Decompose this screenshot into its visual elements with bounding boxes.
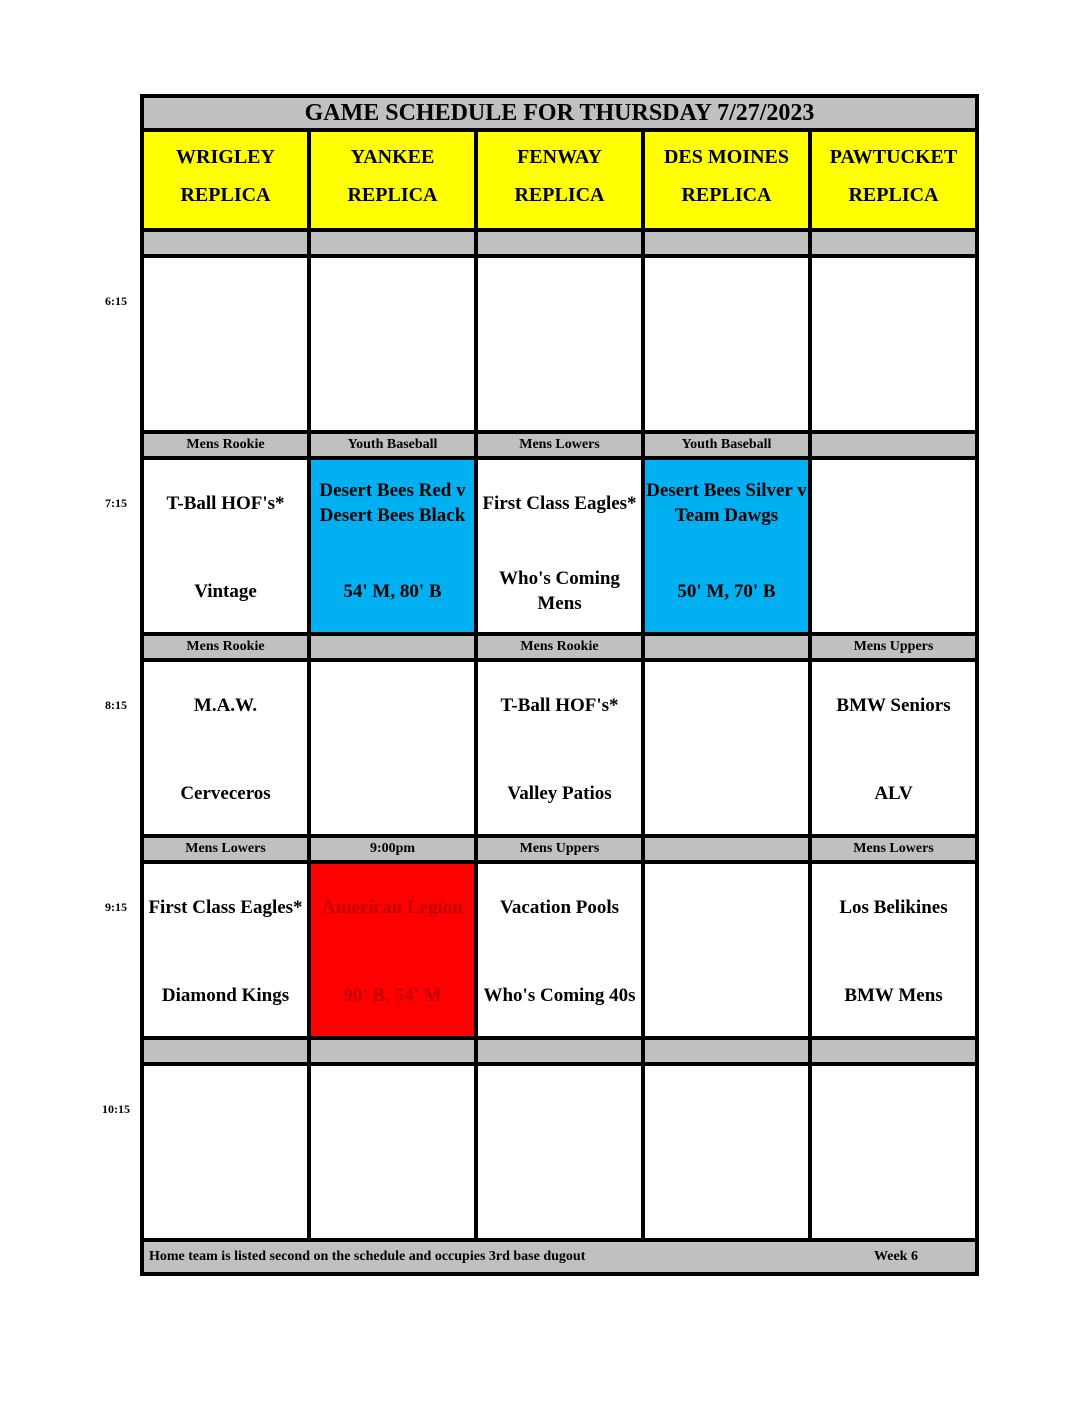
time-label: 8:15 bbox=[105, 698, 127, 712]
division-label bbox=[311, 232, 474, 254]
away-team: T-Ball HOF's* bbox=[500, 694, 619, 716]
game-cell bbox=[478, 258, 641, 430]
division-label: Mens Rookie bbox=[144, 636, 307, 658]
home-team: Vintage bbox=[194, 580, 257, 602]
away-team bbox=[478, 1074, 641, 1144]
schedule-table bbox=[140, 94, 979, 1276]
game-cell bbox=[645, 460, 808, 632]
division-label: Mens Lowers bbox=[144, 838, 307, 860]
home-team bbox=[478, 354, 641, 424]
time-label: 7:15 bbox=[105, 496, 127, 510]
division-label bbox=[645, 838, 808, 860]
division-label: Youth Baseball bbox=[311, 434, 474, 456]
away-team: Desert Bees Silver v Team Dawgs bbox=[646, 480, 807, 526]
game-cell bbox=[645, 1066, 808, 1238]
division-label: Mens Rookie bbox=[144, 434, 307, 456]
home-team bbox=[645, 1162, 808, 1232]
away-team: First Class Eagles* bbox=[482, 492, 637, 514]
division-label bbox=[478, 1040, 641, 1062]
division-label: Mens Rookie bbox=[478, 636, 641, 658]
game-cell bbox=[144, 864, 307, 1036]
home-team bbox=[645, 354, 808, 424]
home-team bbox=[311, 758, 474, 828]
home-team bbox=[812, 1162, 975, 1232]
field-name: DES MOINES bbox=[663, 146, 790, 168]
field-name: FENWAY bbox=[517, 146, 602, 168]
home-team bbox=[311, 1162, 474, 1232]
game-cell bbox=[144, 662, 307, 834]
division-label: Mens Lowers bbox=[812, 838, 975, 860]
away-team: American Legion bbox=[322, 896, 463, 918]
away-team bbox=[812, 1074, 975, 1144]
field-name: PAWTUCKET bbox=[829, 146, 958, 168]
field-header-fenway bbox=[478, 132, 641, 228]
home-team: BMW Mens bbox=[844, 984, 943, 1006]
game-cell bbox=[645, 864, 808, 1036]
field-header-yankee bbox=[311, 132, 474, 228]
game-cell bbox=[478, 460, 641, 632]
division-label bbox=[311, 1040, 474, 1062]
division-label bbox=[645, 232, 808, 254]
game-cell bbox=[311, 1066, 474, 1238]
field-subtitle: REPLICA bbox=[347, 184, 438, 206]
game-cell bbox=[311, 258, 474, 430]
home-team bbox=[144, 354, 307, 424]
game-cell bbox=[812, 864, 975, 1036]
away-team bbox=[645, 670, 808, 740]
field-header-wrigley bbox=[144, 132, 307, 228]
home-team: Cerveceros bbox=[180, 782, 271, 804]
home-team: Who's Coming Mens bbox=[499, 568, 620, 614]
field-header-pawtucket bbox=[812, 132, 975, 228]
game-cell bbox=[311, 662, 474, 834]
field-name: WRIGLEY bbox=[176, 146, 275, 168]
home-team bbox=[144, 1162, 307, 1232]
footer-text: Home team is listed second on the schedule and occupies 3rd base dugout bbox=[149, 1249, 586, 1264]
game-cell bbox=[812, 460, 975, 632]
home-team bbox=[645, 758, 808, 828]
game-cell bbox=[478, 864, 641, 1036]
away-team bbox=[311, 1074, 474, 1144]
away-team bbox=[144, 266, 307, 336]
division-label: Mens Uppers bbox=[478, 838, 641, 860]
away-team bbox=[645, 1074, 808, 1144]
division-label bbox=[645, 636, 808, 658]
division-label: Youth Baseball bbox=[645, 434, 808, 456]
home-team: 50' M, 70' B bbox=[677, 580, 776, 602]
division-label bbox=[812, 232, 975, 254]
game-cell bbox=[311, 864, 474, 1036]
away-team: BMW Seniors bbox=[836, 694, 951, 716]
game-cell bbox=[812, 258, 975, 430]
home-team bbox=[311, 354, 474, 424]
division-label bbox=[144, 232, 307, 254]
division-label bbox=[311, 636, 474, 658]
home-team bbox=[645, 960, 808, 1030]
time-label: 6:15 bbox=[105, 294, 127, 308]
away-team: Los Belikines bbox=[839, 896, 948, 918]
game-cell bbox=[812, 1066, 975, 1238]
away-team: First Class Eagles* bbox=[148, 896, 303, 918]
game-cell bbox=[645, 258, 808, 430]
away-team: T-Ball HOF's* bbox=[166, 492, 285, 514]
game-cell bbox=[478, 662, 641, 834]
week-label: Week 6 bbox=[874, 1249, 918, 1264]
division-label bbox=[645, 1040, 808, 1062]
home-team: ALV bbox=[874, 782, 913, 804]
field-subtitle: REPLICA bbox=[514, 184, 605, 206]
division-label: Mens Lowers bbox=[478, 434, 641, 456]
field-subtitle: REPLICA bbox=[848, 184, 939, 206]
home-team bbox=[812, 556, 975, 626]
game-cell bbox=[144, 460, 307, 632]
division-label bbox=[812, 434, 975, 456]
home-team: 54' M, 80' B bbox=[343, 580, 442, 602]
away-team bbox=[478, 266, 641, 336]
game-cell bbox=[812, 662, 975, 834]
away-team: Vacation Pools bbox=[499, 896, 620, 918]
game-cell bbox=[144, 1066, 307, 1238]
game-cell bbox=[645, 662, 808, 834]
home-team: Valley Patios bbox=[507, 782, 612, 804]
home-team: Diamond Kings bbox=[161, 984, 290, 1006]
away-team bbox=[645, 872, 808, 942]
footer-note bbox=[144, 1242, 975, 1272]
home-team bbox=[812, 354, 975, 424]
division-label: Mens Uppers bbox=[812, 636, 975, 658]
away-team: Desert Bees Red v Desert Bees Black bbox=[319, 480, 466, 526]
game-cell bbox=[144, 258, 307, 430]
away-team bbox=[144, 1074, 307, 1144]
time-label: 9:15 bbox=[105, 900, 127, 914]
home-team: Who's Coming 40s bbox=[483, 984, 636, 1006]
division-label bbox=[144, 1040, 307, 1062]
division-label bbox=[478, 232, 641, 254]
field-name: YANKEE bbox=[350, 146, 435, 168]
away-team bbox=[311, 266, 474, 336]
away-team bbox=[812, 468, 975, 538]
home-team bbox=[478, 1162, 641, 1232]
away-team bbox=[311, 670, 474, 740]
division-label: 9:00pm bbox=[311, 838, 474, 860]
game-cell bbox=[478, 1066, 641, 1238]
field-subtitle: REPLICA bbox=[681, 184, 772, 206]
away-team: M.A.W. bbox=[193, 694, 258, 716]
field-subtitle: REPLICA bbox=[180, 184, 271, 206]
field-header-des-moines bbox=[645, 132, 808, 228]
game-cell bbox=[311, 460, 474, 632]
away-team bbox=[645, 266, 808, 336]
page-title: GAME SCHEDULE FOR THURSDAY 7/27/2023 bbox=[144, 98, 975, 128]
away-team bbox=[812, 266, 975, 336]
home-team: 90' B, 54' M bbox=[343, 984, 442, 1006]
division-label bbox=[812, 1040, 975, 1062]
time-label: 10:15 bbox=[102, 1102, 130, 1116]
